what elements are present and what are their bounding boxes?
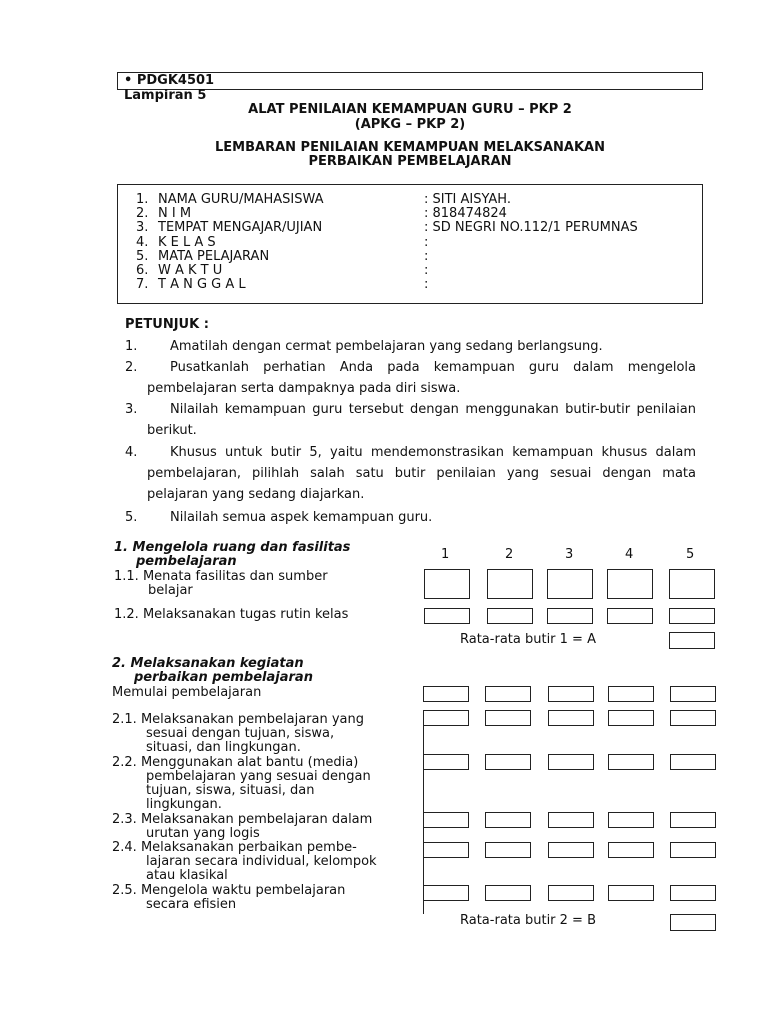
section-1-heading: 1. Mengelola ruang dan fasilitas [114,540,351,555]
score-box-2-0-2[interactable] [485,686,531,702]
form-subtitle-2: PERBAIKAN PEMBELAJARAN [308,154,512,169]
average-1-label: Rata-rata butir 1 = A [460,632,596,647]
score-box-2-3-1[interactable] [423,812,469,828]
item-1-1-label-cont: belajar [148,583,193,598]
item-2-2-label-cont: pembelajaran yang sesuai dengan [146,769,371,784]
score-box-1-1-5[interactable] [669,569,715,599]
score-box-2-1-1[interactable] [423,710,469,726]
score-box-2-4-1[interactable] [423,842,469,858]
score-box-2-4-4[interactable] [608,842,654,858]
score-box-2-5-1[interactable] [423,885,469,901]
section-2-heading: 2. Melaksanakan kegiatan [112,656,304,671]
score-box-2-3-2[interactable] [485,812,531,828]
instruction-item: 2. Pusatkanlah perhatian Anda pada kemampuan guru dalam mengelola pembelajaran serta dampaknya pada diri siswa. [125,360,696,396]
score-box-2-2-1[interactable] [423,754,469,770]
score-box-1-2-2[interactable] [487,608,533,624]
score-box-2-1-3[interactable] [548,710,594,726]
info-row: 1. NAMA GURU/MAHASISWA [136,192,324,207]
average-1-box[interactable] [669,632,715,649]
item-2-2-label-cont: tujuan, siswa, situasi, dan [146,783,315,798]
instruction-item: 4. Khusus untuk butir 5, yaitu mendemonstrasikan kemampuan khusus dalam pembelajaran, pilihlah salah satu butir penilaian yang sesuai dengan mata pelajaran yang sedang diajarkan. [125,445,696,502]
score-box-2-5-5[interactable] [670,885,716,901]
item-2-4-label-cont: atau klasikal [146,868,228,883]
score-box-2-1-5[interactable] [670,710,716,726]
item-2-3-label: 2.3. Melaksanakan pembelajaran dalam [112,812,373,827]
score-box-2-0-4[interactable] [608,686,654,702]
item-2-2-label-cont: lingkungan. [146,797,222,812]
score-box-1-2-4[interactable] [607,608,653,624]
score-box-2-3-3[interactable] [548,812,594,828]
score-box-2-4-2[interactable] [485,842,531,858]
score-box-2-4-5[interactable] [670,842,716,858]
score-box-1-1-2[interactable] [487,569,533,599]
score-box-1-1-4[interactable] [607,569,653,599]
score-box-1-2-5[interactable] [669,608,715,624]
score-box-2-5-3[interactable] [548,885,594,901]
score-box-2-2-3[interactable] [548,754,594,770]
score-box-2-2-2[interactable] [485,754,531,770]
item-2-5-label-cont: secara efisien [146,897,237,912]
item-2-1-label-cont: sesuai dengan tujuan, siswa, [146,726,335,741]
form-title: ALAT PENILAIAN KEMAMPUAN GURU – PKP 2 [248,102,572,117]
form-subtitle: LEMBARAN PENILAIAN KEMAMPUAN MELAKSANAKAN [215,140,605,155]
instructions-heading: PETUNJUK : [125,317,209,332]
item-1-2-label: 1.2. Melaksanakan tugas rutin kelas [114,607,349,622]
course-code: • PDGK4501 [124,73,215,88]
info-row: 6. W A K T U [136,263,223,278]
instruction-item: 3. Nilailah kemampuan guru tersebut dengan menggunakan butir-butir penilaian berikut. [125,402,696,438]
info-value: : [424,235,429,250]
score-box-1-1-3[interactable] [547,569,593,599]
score-box-2-5-2[interactable] [485,885,531,901]
info-row: 2. N I M [136,206,192,221]
score-box-2-4-3[interactable] [548,842,594,858]
score-box-2-3-5[interactable] [670,812,716,828]
section-1-heading-cont: pembelajaran [136,554,237,569]
item-2-4-label: 2.4. Melaksanakan perbaikan pembe- [112,840,357,855]
info-value: : 818474824 [424,206,507,221]
info-value: : [424,249,429,264]
score-box-2-2-4[interactable] [608,754,654,770]
average-2-box[interactable] [670,914,716,931]
intro-label: Memulai pembelajaran [112,685,262,700]
info-row: 3. TEMPAT MENGAJAR/UJIAN [136,220,323,235]
info-value: : SITI AISYAH. [424,192,511,207]
item-2-4-label-cont: lajaran secara individual, kelompok [146,854,377,869]
score-box-2-1-2[interactable] [485,710,531,726]
instruction-item: 1. Amatilah dengan cermat pembelajaran yang sedang berlangsung. [125,339,603,354]
form-title-code: (APKG – PKP 2) [354,117,466,132]
item-1-1-label: 1.1. Menata fasilitas dan sumber [114,569,328,584]
info-row: 7. T A N G G A L [136,277,246,292]
info-value: : SD NEGRI NO.112/1 PERUMNAS [424,220,638,235]
item-2-1-label: 2.1. Melaksanakan pembelajaran yang [112,712,364,727]
score-box-1-1-1[interactable] [424,569,470,599]
info-value: : [424,263,429,278]
scale-header-3: 3 [565,547,574,562]
item-2-1-label-cont: situasi, dan lingkungan. [146,740,301,755]
info-row: 5. MATA PELAJARAN [136,249,270,264]
info-value: : [424,277,429,292]
item-2-5-label: 2.5. Mengelola waktu pembelajaran [112,883,346,898]
scale-header-5: 5 [686,547,695,562]
score-box-2-5-4[interactable] [608,885,654,901]
info-row: 4. K E L A S [136,235,216,250]
score-box-2-2-5[interactable] [670,754,716,770]
scale-header-4: 4 [625,547,634,562]
score-box-1-2-1[interactable] [424,608,470,624]
section-2-heading-cont: perbaikan pembelajaran [134,670,313,685]
scale-header-1: 1 [441,547,450,562]
scale-header-2: 2 [505,547,514,562]
average-2-label: Rata-rata butir 2 = B [460,913,596,928]
item-2-3-label-cont: urutan yang logis [146,826,260,841]
score-box-2-3-4[interactable] [608,812,654,828]
item-2-2-label: 2.2. Menggunakan alat bantu (media) [112,755,359,770]
appendix-label: Lampiran 5 [124,88,207,103]
instruction-item: 5. Nilailah semua aspek kemampuan guru. [125,510,433,525]
score-box-2-1-4[interactable] [608,710,654,726]
score-box-2-0-5[interactable] [670,686,716,702]
score-box-2-0-1[interactable] [423,686,469,702]
score-box-1-2-3[interactable] [547,608,593,624]
score-box-2-0-3[interactable] [548,686,594,702]
identity-box [117,184,703,304]
